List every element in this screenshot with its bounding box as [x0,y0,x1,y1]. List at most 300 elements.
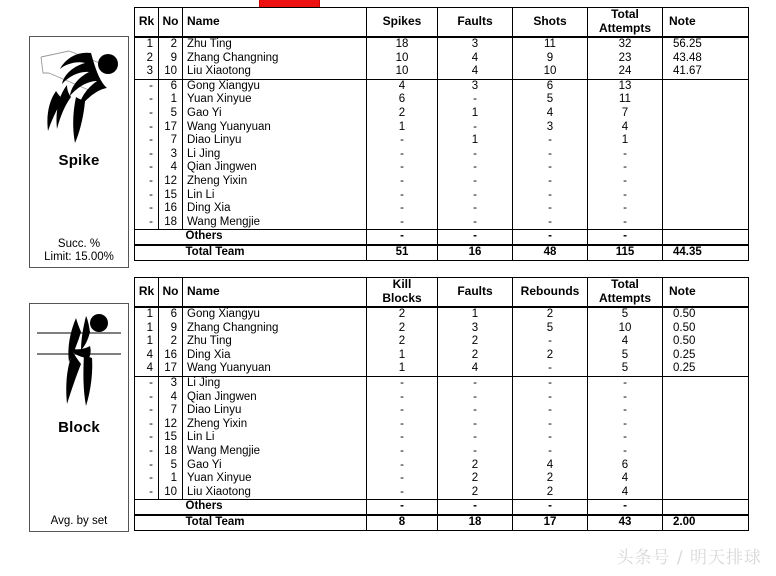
table-row[interactable] [135,335,749,349]
cell-stat-2: 4 [438,52,513,66]
cell-total-attempts: - [588,202,663,216]
cell-stat-2: - [438,93,513,107]
cell-stat-3: - [513,161,588,175]
cell-rank: - [135,486,159,500]
table-row[interactable] [135,307,749,322]
cell-stat-2: 2 [438,459,513,473]
cell-stat-1: 1 [367,362,438,376]
column-header-total-attempts-line1: Total [611,7,639,22]
cell-stat-1: 2 [367,307,438,322]
cell-player-name: Liu Xiaotong [183,65,367,79]
total-team-label: Total Team [183,515,367,530]
column-header-faults-line1: Faults [457,14,493,29]
cell-note [663,134,749,148]
cell-note [663,121,749,135]
cell-note [663,486,749,500]
cell-stat-3: 17 [513,515,588,530]
cell-total-attempts: 6 [588,459,663,473]
column-header-kill-blocks-line2: Blocks [382,291,422,305]
cell-stat-2: 18 [438,515,513,530]
cell-number [159,230,183,245]
column-header-name: Name [183,278,367,308]
cell-stat-1: 2 [367,322,438,336]
cell-stat-2: - [438,404,513,418]
cell-player-name: Wang Yuanyuan [183,362,367,376]
cell-stat-1: - [367,486,438,500]
cell-stat-3: 10 [513,65,588,79]
column-header-no: No [159,278,183,308]
cell-total-attempts: - [588,161,663,175]
cell-stat-1: - [367,376,438,390]
cell-note: 0.25 [663,362,749,376]
cell-total-attempts: - [588,404,663,418]
cell-rank: - [135,121,159,135]
cell-stat-3: 9 [513,52,588,66]
others-row [135,500,749,515]
cell-total-attempts: - [588,216,663,230]
table-row[interactable] [135,175,749,189]
cell-player-name: Gao Yi [183,107,367,121]
block-table-body [135,307,749,530]
cell-stat-1: 10 [367,65,438,79]
cell-player-name: Diao Linyu [183,134,367,148]
cell-total-attempts: 5 [588,362,663,376]
cell-rank: - [135,391,159,405]
cell-stat-2: 2 [438,472,513,486]
table-row[interactable] [135,459,749,473]
column-header-rk: Rk [135,278,159,308]
cell-stat-1: - [367,148,438,162]
cell-rank: - [135,404,159,418]
cell-number: 2 [159,37,183,52]
cell-number: 5 [159,107,183,121]
column-header-shots [513,8,588,38]
cell-total-attempts: 1 [588,134,663,148]
cell-number: 5 [159,459,183,473]
column-header-note: Note [663,8,749,38]
total-team-label: Total Team [183,245,367,260]
table-row[interactable] [135,349,749,363]
cell-player-name: Ding Xia [183,202,367,216]
cell-player-name: Zheng Yixin [183,175,367,189]
table-row[interactable] [135,391,749,405]
cell-rank: - [135,189,159,203]
cell-total-attempts: 13 [588,79,663,93]
cell-rank [135,245,159,260]
cell-number: 15 [159,189,183,203]
cell-rank [135,515,159,530]
cell-stat-3: - [513,445,588,459]
cell-note [663,459,749,473]
cell-player-name: Zhang Changning [183,322,367,336]
cell-stat-3: 5 [513,322,588,336]
cell-stat-1: 6 [367,93,438,107]
skill-panel-block [29,303,129,532]
cell-note [663,161,749,175]
column-header-spikes [367,8,438,38]
cell-note [663,391,749,405]
cell-number: 1 [159,93,183,107]
cell-stat-2: 3 [438,322,513,336]
cell-total-attempts: 5 [588,307,663,322]
column-header-rebounds [513,278,588,308]
column-header-total-attempts-line2: Attempts [598,21,651,35]
cell-stat-1: 51 [367,245,438,260]
column-header-rk: Rk [135,8,159,38]
cell-rank: 1 [135,37,159,52]
cell-number: 16 [159,202,183,216]
cell-note: 41.67 [663,65,749,79]
cell-rank: 2 [135,52,159,66]
cell-rank: - [135,107,159,121]
cell-rank: - [135,376,159,390]
cell-player-name: Wang Mengjie [183,216,367,230]
cell-stat-2: - [438,230,513,245]
cell-stat-3: 6 [513,79,588,93]
cell-rank: - [135,134,159,148]
cell-stat-3: - [513,335,588,349]
cell-note [663,189,749,203]
skill-panel-block-label: Block [58,419,100,436]
block-stats-table [134,277,749,531]
cell-stat-2: 2 [438,486,513,500]
table-row[interactable] [135,37,749,52]
cell-player-name: Liu Xiaotong [183,486,367,500]
cell-stat-2: - [438,148,513,162]
cell-total-attempts: - [588,189,663,203]
cell-number: 7 [159,134,183,148]
cell-note [663,431,749,445]
cell-rank: 1 [135,322,159,336]
cell-player-name: Gong Xiangyu [183,79,367,93]
cell-note [663,175,749,189]
cell-total-attempts: 4 [588,472,663,486]
cell-rank: - [135,459,159,473]
cell-stat-2: - [438,391,513,405]
cell-player-name: Lin Li [183,431,367,445]
cell-note [663,472,749,486]
cell-stat-1: - [367,216,438,230]
cell-stat-1: 4 [367,79,438,93]
cell-rank: 1 [135,307,159,322]
cell-rank [135,500,159,515]
cell-stat-2: 4 [438,65,513,79]
cell-stat-1: - [367,500,438,515]
cell-stat-2: 4 [438,362,513,376]
cell-total-attempts: 32 [588,37,663,52]
spike-table-body [135,37,749,260]
cell-stat-1: 2 [367,335,438,349]
cell-number: 4 [159,161,183,175]
cell-stat-2: - [438,500,513,515]
cell-stat-3: - [513,362,588,376]
cell-stat-3: 4 [513,459,588,473]
cell-note: 0.50 [673,321,696,334]
cell-number: 17 [159,121,183,135]
cell-stat-3: - [513,202,588,216]
table-row[interactable] [135,148,749,162]
cell-number: 15 [159,431,183,445]
skill-panel-spike [29,36,129,268]
table-row[interactable] [135,121,749,135]
volleyball-spike-pictogram [29,39,129,151]
watermark: 头条号 / 明天排球 [616,548,762,568]
cell-stat-3: 2 [513,307,588,322]
cell-number [159,245,183,260]
cell-note [663,230,749,245]
cell-stat-3: 4 [513,107,588,121]
cell-number [159,500,183,515]
cell-player-name: Ding Xia [183,349,367,363]
table-row[interactable] [135,445,749,459]
cell-note [663,93,749,107]
cell-stat-3: 5 [513,93,588,107]
volleyball-block-pictogram [29,306,129,418]
table-header-row [135,8,749,38]
cell-number: 7 [159,404,183,418]
cell-stat-3: - [513,134,588,148]
column-header-total-attempts [588,278,663,308]
table-row[interactable] [135,52,749,66]
cell-number: 3 [159,376,183,390]
cell-player-name: Lin Li [183,189,367,203]
cell-note [663,404,749,418]
skill-panel-spike-label: Spike [58,152,100,169]
cell-rank: - [135,93,159,107]
cell-number: 3 [159,148,183,162]
cell-rank: 1 [135,335,159,349]
column-header-total-attempts-line2: Attempts [598,291,651,305]
cell-total-attempts: - [588,445,663,459]
column-header-faults [438,278,513,308]
table-row[interactable] [135,93,749,107]
table-row[interactable] [135,362,749,376]
cell-rank: - [135,431,159,445]
table-header-row [135,278,749,308]
cell-total-attempts: 23 [588,52,663,66]
cell-stat-2: - [438,418,513,432]
cell-player-name: Qian Jingwen [183,391,367,405]
block-table-header [135,278,749,308]
column-header-note: Note [663,278,749,308]
cell-number: 12 [159,418,183,432]
cell-total-attempts: - [588,175,663,189]
table-row[interactable] [135,472,749,486]
cell-rank: - [135,175,159,189]
cell-rank [135,230,159,245]
column-header-faults-line1: Faults [457,284,493,299]
table-row[interactable] [135,161,749,175]
cell-total-attempts: 115 [588,245,663,260]
cell-stat-2: 3 [438,37,513,52]
cell-player-name: Li Jing [183,148,367,162]
others-label: Others [183,230,367,245]
cell-note: 0.25 [673,348,696,361]
cell-total-attempts: 7 [588,107,663,121]
cell-player-name: Yuan Xinyue [183,472,367,486]
cell-player-name: Wang Yuanyuan [183,121,367,135]
cell-number: 9 [159,52,183,66]
cell-stat-2: - [438,121,513,135]
cell-number: 9 [159,322,183,336]
table-row[interactable] [135,431,749,445]
cell-stat-2: - [438,216,513,230]
cell-player-name: Qian Jingwen [183,161,367,175]
cell-total-attempts: - [588,148,663,162]
cell-total-attempts: - [588,418,663,432]
cell-note: 43.48 [673,51,702,64]
cell-stat-1: - [367,189,438,203]
cell-stat-1: - [367,445,438,459]
cell-stat-3: 11 [513,37,588,52]
table-row[interactable] [135,65,749,79]
cell-stat-1: - [367,134,438,148]
column-header-no: No [159,8,183,38]
cell-stat-3: - [513,230,588,245]
cell-stat-2: 2 [438,335,513,349]
skill-panel-block-footer [30,515,128,531]
column-header-rebounds-line1: Rebounds [520,284,580,299]
cell-number: 6 [159,79,183,93]
cell-number: 6 [159,307,183,322]
cell-rank: - [135,472,159,486]
cell-stat-2: 1 [438,307,513,322]
cell-stat-2: - [438,376,513,390]
table-row[interactable] [135,322,749,336]
table-row[interactable] [135,404,749,418]
cell-total-attempts: 4 [588,121,663,135]
cell-total-attempts: 4 [588,486,663,500]
cell-total-attempts: 5 [588,349,663,363]
table-row[interactable] [135,79,749,93]
cell-stat-1: 10 [367,52,438,66]
cell-note: 0.50 [673,335,696,348]
cell-note [663,79,749,93]
cell-player-name: Zhu Ting [183,335,367,349]
cell-total-attempts: - [588,230,663,245]
cell-number [159,515,183,530]
table-row[interactable] [135,216,749,230]
cell-stat-1: - [367,404,438,418]
cell-stat-1: - [367,418,438,432]
cell-total-attempts: 43 [588,515,663,530]
column-header-shots-line1: Shots [533,14,567,29]
cell-note: 0.50 [673,308,696,320]
cell-stat-3: - [513,189,588,203]
cell-stat-2: - [438,175,513,189]
cell-total-attempts: 11 [588,93,663,107]
cell-stat-3: 2 [513,472,588,486]
table-row[interactable] [135,418,749,432]
spike-limit-value: Limit: 15.00% [44,251,114,263]
spike-success-pct-label: Succ. % [57,238,101,250]
cell-stat-1: 18 [367,37,438,52]
cell-stat-1: - [367,230,438,245]
cell-rank: - [135,216,159,230]
column-header-total-attempts [588,8,663,38]
cell-note [663,202,749,216]
column-header-total-attempts-line1: Total [611,277,639,292]
cell-player-name: Diao Linyu [183,404,367,418]
cell-stat-3: - [513,431,588,445]
cell-stat-1: 8 [367,515,438,530]
cell-stat-3: 48 [513,245,588,260]
cell-stat-1: - [367,459,438,473]
cell-rank: - [135,445,159,459]
cell-rank: - [135,79,159,93]
table-row[interactable] [135,134,749,148]
cell-stat-3: - [513,216,588,230]
column-header-spikes-line1: Spikes [382,14,422,29]
cell-stat-1: - [367,202,438,216]
cell-total-attempts: 4 [588,335,663,349]
cell-number: 16 [159,349,183,363]
table-row[interactable] [135,107,749,121]
cell-player-name: Zheng Yixin [183,418,367,432]
cell-stat-3: 3 [513,121,588,135]
cell-stat-1: - [367,161,438,175]
cell-total-attempts: 24 [588,65,663,79]
cell-note [663,418,749,432]
cell-stat-3: - [513,418,588,432]
cell-stat-2: - [438,202,513,216]
cell-stat-2: - [438,431,513,445]
cell-stat-3: - [513,148,588,162]
cell-stat-3: - [513,175,588,189]
table-row[interactable] [135,486,749,500]
cell-total-attempts: 10 [588,322,663,336]
cell-number: 2 [159,335,183,349]
cell-player-name: Zhang Changning [183,52,367,66]
cell-stat-3: 2 [513,349,588,363]
cell-rank: - [135,161,159,175]
cell-stat-1: - [367,431,438,445]
cell-stat-2: - [438,445,513,459]
skill-panel-spike-footer [30,238,128,267]
cell-note [663,216,749,230]
cell-total-attempts: - [588,391,663,405]
cell-player-name: Wang Mengjie [183,445,367,459]
table-row[interactable] [135,189,749,203]
cell-stat-2: 1 [438,107,513,121]
cell-rank: - [135,418,159,432]
column-header-faults [438,8,513,38]
cell-total-attempts: - [588,431,663,445]
cell-stat-2: 16 [438,245,513,260]
cell-stat-2: 3 [438,79,513,93]
cell-rank: 3 [135,65,159,79]
table-row[interactable] [135,202,749,216]
cell-number: 1 [159,472,183,486]
cell-rank: 4 [135,349,159,363]
table-row[interactable] [135,376,749,390]
cell-stat-3: - [513,404,588,418]
cell-note: 56.25 [673,38,702,50]
cell-note: 44.35 [673,245,702,258]
cell-number: 10 [159,65,183,79]
cell-stat-2: 1 [438,134,513,148]
cell-player-name: Yuan Xinyue [183,93,367,107]
column-header-kill-blocks [367,278,438,308]
cell-rank: - [135,148,159,162]
cell-stat-3: - [513,376,588,390]
total-team-row [135,515,749,530]
cell-stat-1: - [367,472,438,486]
cell-stat-1: 1 [367,121,438,135]
cell-player-name: Li Jing [183,376,367,390]
column-header-kill-blocks-line1: Kill [392,277,412,292]
cell-number: 17 [159,362,183,376]
